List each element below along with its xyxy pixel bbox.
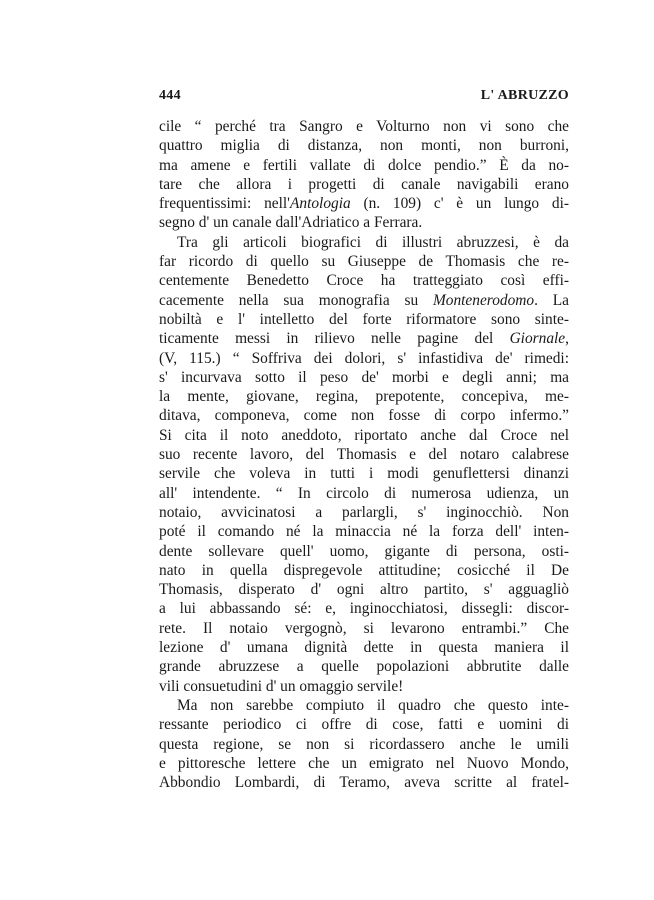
text-line: questa regione, se non si ricordassero anche le umili — [159, 735, 569, 753]
text-line: vili consuetudini d' un omaggio servile! — [159, 677, 404, 695]
text-line: frequentissimi: nell'Antologia (n. 109) c' è un lungo di- — [159, 195, 569, 213]
text-line: servile che voleva in tutti i modi genuflettersi dinanzi — [159, 465, 569, 483]
text-line: Tra gli articoli biografici di illustri abruzzesi, è da — [177, 233, 569, 251]
text-line: e pittoresche lettere che un emigrato nel Nuovo Mondo, — [159, 754, 569, 772]
text-line: cile “ perché tra Sangro e Volturno non vi sono che — [159, 118, 569, 135]
text-line: (V, 115.) “ Soffriva dei dolori, s' infastidiva de' rimedi: — [159, 349, 569, 367]
text-line: la mente, giovane, regina, prepotente, concepiva, me- — [159, 388, 569, 406]
text-line: lezione d' umana dignità dette in questa maniera il — [159, 639, 569, 657]
text-line: suo recente lavoro, del Thomasis e del notaro calabrese — [159, 446, 569, 464]
text-line: poté il comando né la minaccia né la forza dell' inten- — [159, 523, 569, 541]
text-line: all' intendente. “ In circolo di numerosa udienza, un — [159, 484, 569, 502]
text-line: rete. Il notaio vergognò, si levarono entrambi.” Che — [159, 619, 569, 637]
text-line: cacemente nella sua monografia su Montenerodomo. La — [159, 291, 569, 309]
text-line: Abbondio Lombardi, di Teramo, aveva scritte al fratel- — [159, 774, 569, 792]
text-line: ressante periodico ci offre di cose, fatti e uomini di — [159, 716, 569, 734]
page-number: 444 — [159, 88, 181, 103]
text-line: Si cita il noto aneddoto, riportato anche dal Croce nel — [159, 426, 569, 444]
text-line: far ricordo di quello su Giuseppe de Thomasis che re- — [159, 253, 569, 271]
text-line: grande abruzzese a quelle popolazioni abbrutite dalle — [159, 658, 569, 676]
text-line: Ma non sarebbe compiuto il quadro che questo inte- — [177, 696, 569, 714]
page-header — [159, 88, 569, 110]
text-line: s' incurvava sotto il peso de' morbi e degli anni; ma — [159, 368, 569, 386]
text-line: Thomasis, disperato d' ogni altro partito, s' agguagliò — [159, 581, 569, 599]
text-line: a lui abbassando sé: e, inginocchiatosi, dissegli: discor- — [159, 600, 569, 618]
text-line: ma amene e fertili vallate di dolce pendio.” È da no- — [159, 156, 569, 174]
text-line: ditava, componeva, come non fosse di corpo infermo.” — [159, 407, 569, 425]
text-line: centemente Benedetto Croce ha tratteggiato così effi- — [159, 272, 569, 290]
text-line: ticamente messi in rilievo nelle pagine del Giornale, — [159, 330, 569, 348]
text-line: segno d' un canale dall'Adriatico a Ferrara. — [159, 214, 423, 232]
text-line: notaio, avvicinatosi a parlargli, s' inginocchiò. Non — [159, 503, 569, 521]
text-line: quattro miglia di distanza, non monti, non burroni, — [159, 137, 569, 155]
text-line: tare che allora i progetti di canale navigabili erano — [159, 175, 569, 193]
body-text — [159, 117, 569, 792]
text-line: nato in quella dispregevole attitudine; cosicché il De — [159, 561, 569, 579]
running-title: L' ABRUZZO — [480, 88, 569, 103]
text-line: dente sollevare quell' uomo, gigante di persona, osti- — [159, 542, 569, 560]
text-line: nobiltà e l' intelletto del forte riformatore sono sinte- — [159, 310, 569, 328]
